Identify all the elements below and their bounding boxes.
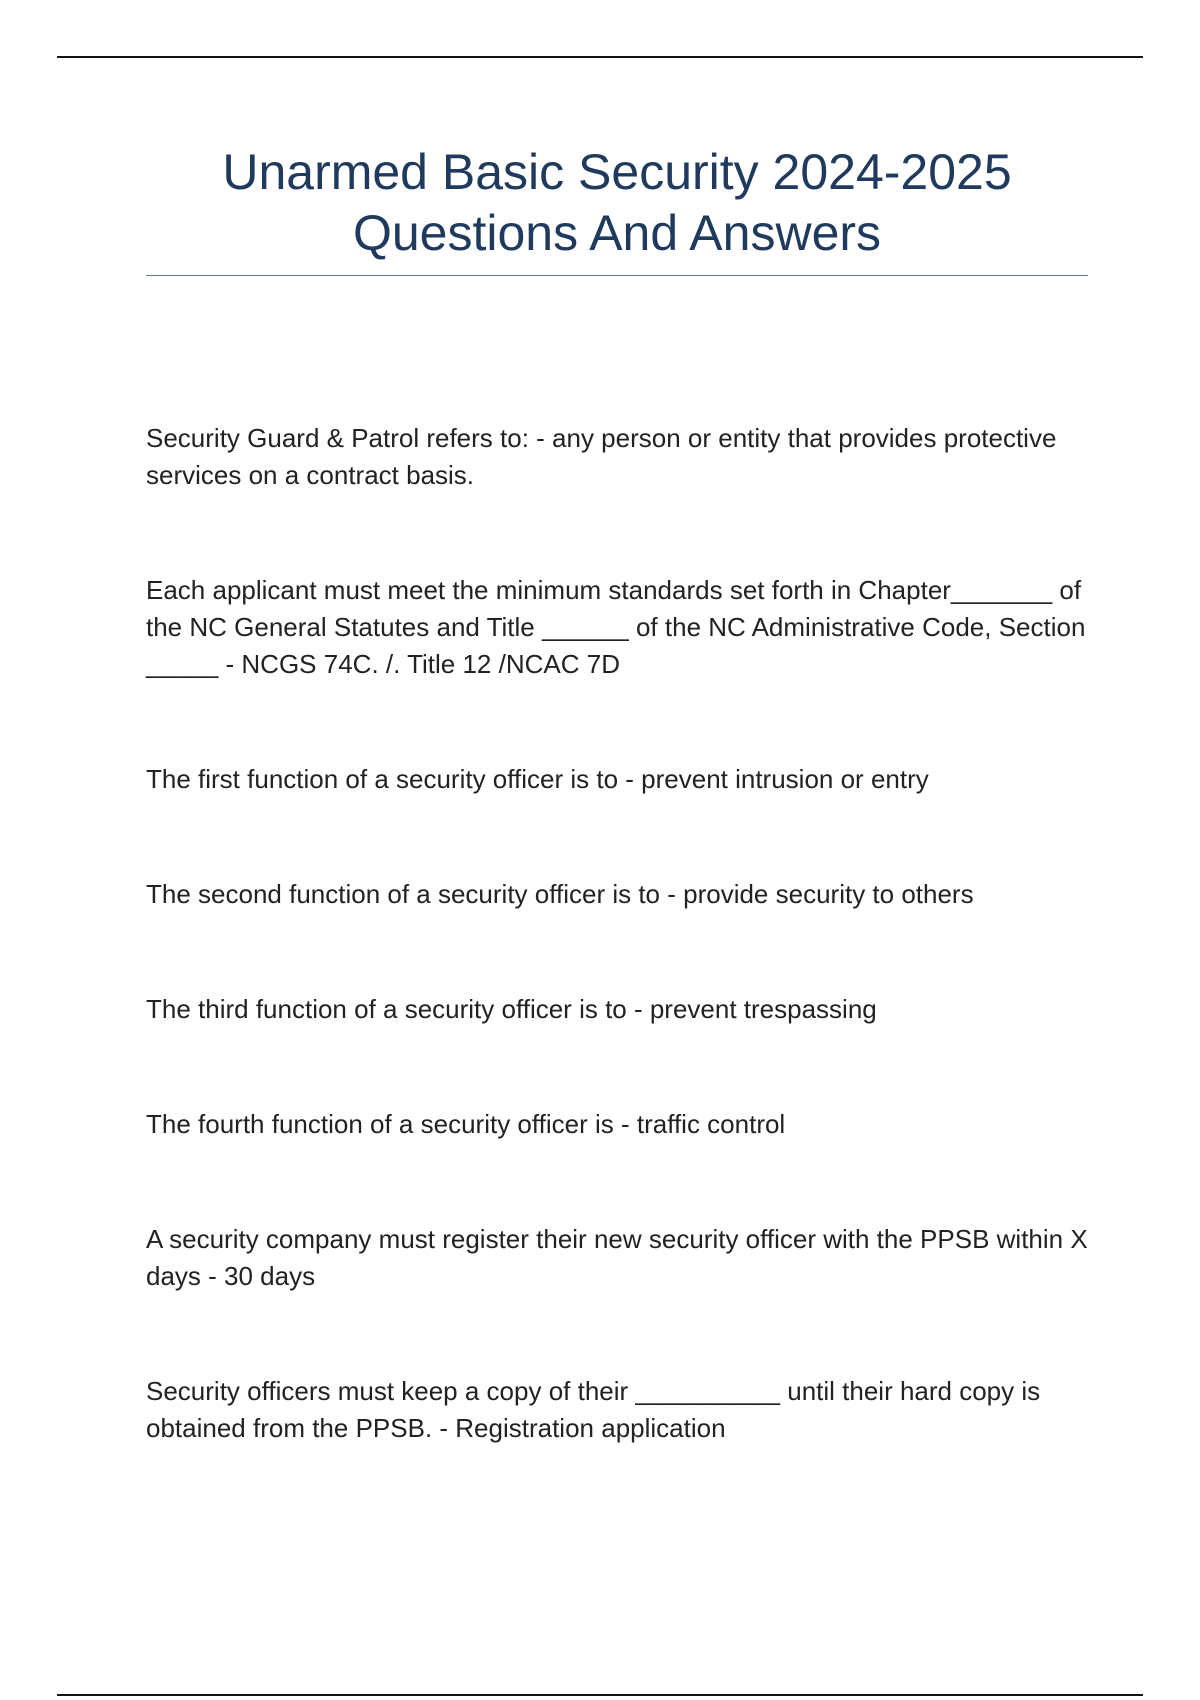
qa-item-8: Security officers must keep a copy of their __________ until their hard copy is obtained from the PPSB. - Registration application xyxy=(146,1376,1041,1443)
top-rule xyxy=(57,56,1143,58)
title-block xyxy=(146,142,1088,264)
qa-list xyxy=(146,420,1096,1447)
qa-item-6: The fourth function of a security officer is - traffic control xyxy=(146,1109,786,1139)
page-title xyxy=(146,142,1088,264)
qa-item-2: Each applicant must meet the minimum standards set forth in Chapter_______ of the NC General Statutes and Title ______ of the NC Administrative Code, Section _____ - NCGS 74C. /. Title 12 /NCAC 7D xyxy=(146,575,1086,679)
qa-item-3: The first function of a security officer is to - prevent intrusion or entry xyxy=(146,764,929,794)
title-line-1: Unarmed Basic Security 2024-2025 xyxy=(222,144,1012,200)
qa-item-5: The third function of a security officer is to - prevent trespassing xyxy=(146,994,877,1024)
qa-item-1: Security Guard & Patrol refers to: - any person or entity that provides protective services on a contract basis. xyxy=(146,423,1057,490)
title-line-2: Questions And Answers xyxy=(352,205,882,261)
title-underline xyxy=(146,275,1088,276)
qa-item-7: A security company must register their new security officer with the PPSB within X days - 30 days xyxy=(146,1224,1088,1291)
qa-item-4: The second function of a security officer is to - provide security to others xyxy=(146,879,974,909)
bottom-rule xyxy=(57,1694,1143,1696)
